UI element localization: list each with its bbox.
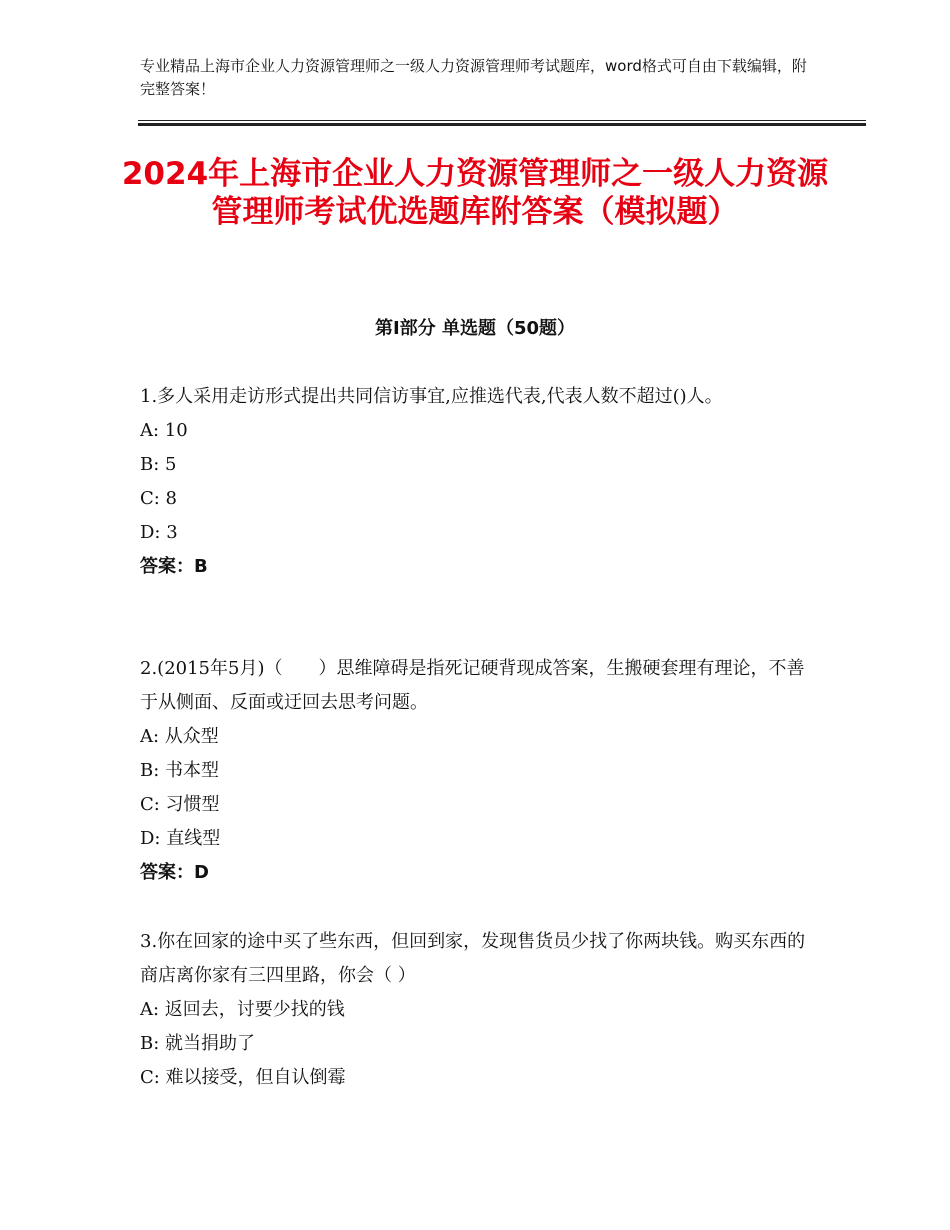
answer-label: 答案：D xyxy=(140,862,209,883)
option-c: C: 8 xyxy=(140,488,178,509)
option-c: C: 难以接受，但自认倒霉 xyxy=(140,1067,346,1088)
header-note: 专业精品上海市企业人力资源管理师之一级人力资源管理师考试题库，word格式可自由下载编辑，附完整答案！ xyxy=(140,57,807,98)
question-2 xyxy=(140,652,820,890)
option-b: B: 5 xyxy=(140,454,177,475)
answer-label: 答案：B xyxy=(140,556,208,577)
option-a: A: 10 xyxy=(140,420,188,441)
option-b: B: 书本型 xyxy=(140,760,220,781)
option-a: A: 返回去，讨要少找的钱 xyxy=(140,999,345,1020)
header-divider-thin xyxy=(138,120,866,121)
question-stem: 3.你在回家的途中买了些东西，但回到家，发现售货员少找了你两块钱。购买东西的商店离你家有三四里路，你会（ ） xyxy=(140,931,806,986)
question-1 xyxy=(140,380,820,584)
question-3 xyxy=(140,925,820,1095)
option-d: D: 3 xyxy=(140,522,178,543)
section-title: 第Ⅰ部分 单选题（50题） xyxy=(374,318,575,339)
option-d: D: 直线型 xyxy=(140,828,221,849)
option-a: A: 从众型 xyxy=(140,726,219,747)
question-stem: 2.(2015年5月)（ ）思维障碍是指死记硬背现成答案，生搬硬套理有理论，不善于从侧面、反面或迂回去思考问题。 xyxy=(140,658,805,713)
question-stem: 1.多人采用走访形式提出共同信访事宜,应推选代表,代表人数不超过()人。 xyxy=(140,386,723,407)
option-b: B: 就当捐助了 xyxy=(140,1033,256,1054)
option-c: C: 习惯型 xyxy=(140,794,220,815)
header-divider-thick xyxy=(138,123,866,126)
document-title: 2024年上海市企业人力资源管理师之一级人力资源管理师考试优选题库附答案（模拟题） xyxy=(121,156,829,230)
